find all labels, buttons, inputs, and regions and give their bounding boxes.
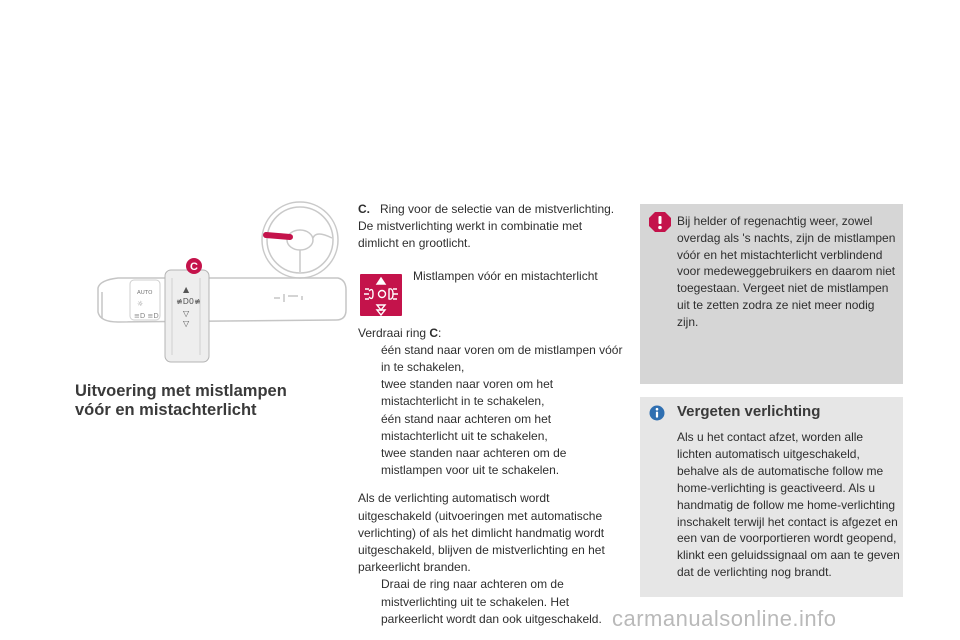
ring-c-highlight	[165, 270, 209, 362]
ring-colon: :	[438, 325, 442, 340]
bullet-text: Draai de ring naar achteren om de mistverlichting uit te schakelen. Het parkeerlicht wordt dan ook uitgeschakeld.	[381, 577, 602, 626]
svg-text:≢D0≢: ≢D0≢	[176, 297, 201, 306]
bullet-text: één stand naar voren om de mistlampen vóór in te schakelen,	[381, 342, 623, 375]
list-item	[358, 445, 626, 479]
bullet-text: één stand naar achteren om het mistachterlicht uit te schakelen,	[381, 411, 552, 443]
auto-lighting-paragraph: Als de verlichting automatisch wordt uitgeschakeld (uitvoeringen met automatische verlichting) of als het dimlicht handmatig wordt uitgeschakeld, blijven de mistverlichting en het parkeerlicht branden.	[358, 491, 605, 575]
fog-lights-front-rear-icon	[360, 274, 402, 316]
bullet-text: twee standen naar voren om het mistachterlicht in te schakelen,	[381, 377, 554, 409]
ring-indicator-mark	[266, 235, 290, 237]
auto-switch-label: AUTO	[137, 290, 153, 296]
svg-text:▲: ▲	[183, 285, 190, 294]
section-heading: Uitvoering met mistlampen vóór en mistachterlicht	[75, 382, 287, 419]
c-desc-text: Ring voor de selectie van de mistverlichting. De mistverlichting werkt in combinatie met dimlicht en grootlicht.	[358, 202, 615, 251]
info-box	[640, 397, 903, 597]
info-text: Als u het contact afzet, worden alle lichten automatisch uitgeschakeld, behalve als de automatische follow me home-verlichting is geactiveerd. Als u handmatig de follow me home-verlichting inschakelt terwijl het contact is afgezet en een van de voorportieren wordt geopend, klinkt een geluidssignaal om aan te geven dat de verlichting nog brandt.	[677, 430, 900, 580]
list-item	[358, 342, 626, 376]
ring-instructions-intro	[358, 325, 626, 342]
list-item	[358, 411, 626, 445]
ring-intro-text: Verdraai ring	[358, 325, 430, 340]
steering-wheel-icon	[262, 202, 338, 278]
list-item	[358, 576, 626, 628]
c-description	[358, 201, 626, 253]
info-title: Vergeten verlichting	[677, 403, 821, 420]
mist-lights-caption: Mistlampen vóór en mistachterlicht	[413, 268, 598, 283]
svg-text:▽: ▽	[183, 309, 190, 318]
callout-c-letter: C	[190, 261, 198, 273]
watermark: carmanualsonline.info	[612, 606, 837, 631]
bullet-text: twee standen naar achteren om de mistlampen voor uit te schakelen.	[381, 446, 567, 478]
svg-text:▽: ▽	[183, 319, 190, 328]
warning-box	[640, 204, 903, 384]
c-label: C.	[358, 202, 370, 216]
ring-letter: C	[429, 325, 439, 340]
list-item	[358, 376, 626, 410]
mist-lights-row	[358, 265, 626, 325]
lighting-stalk-illustration	[88, 200, 350, 372]
warning-exclamation-icon	[647, 210, 673, 234]
warning-text: Bij helder of regenachtig weer, zowel overdag als 's nachts, zijn de mistlampen vóór en het mistachterlicht verblindend voor medeweggebruikers en daarom niet toegestaan. Vergeet niet de mistlampen uit te zetten zodra ze niet meer nodig zijn.	[677, 214, 896, 329]
main-text-column	[358, 201, 626, 628]
info-icon	[649, 405, 665, 421]
svg-text:≡D ≡D: ≡D ≡D	[134, 312, 159, 320]
svg-text:☼: ☼	[137, 300, 144, 308]
